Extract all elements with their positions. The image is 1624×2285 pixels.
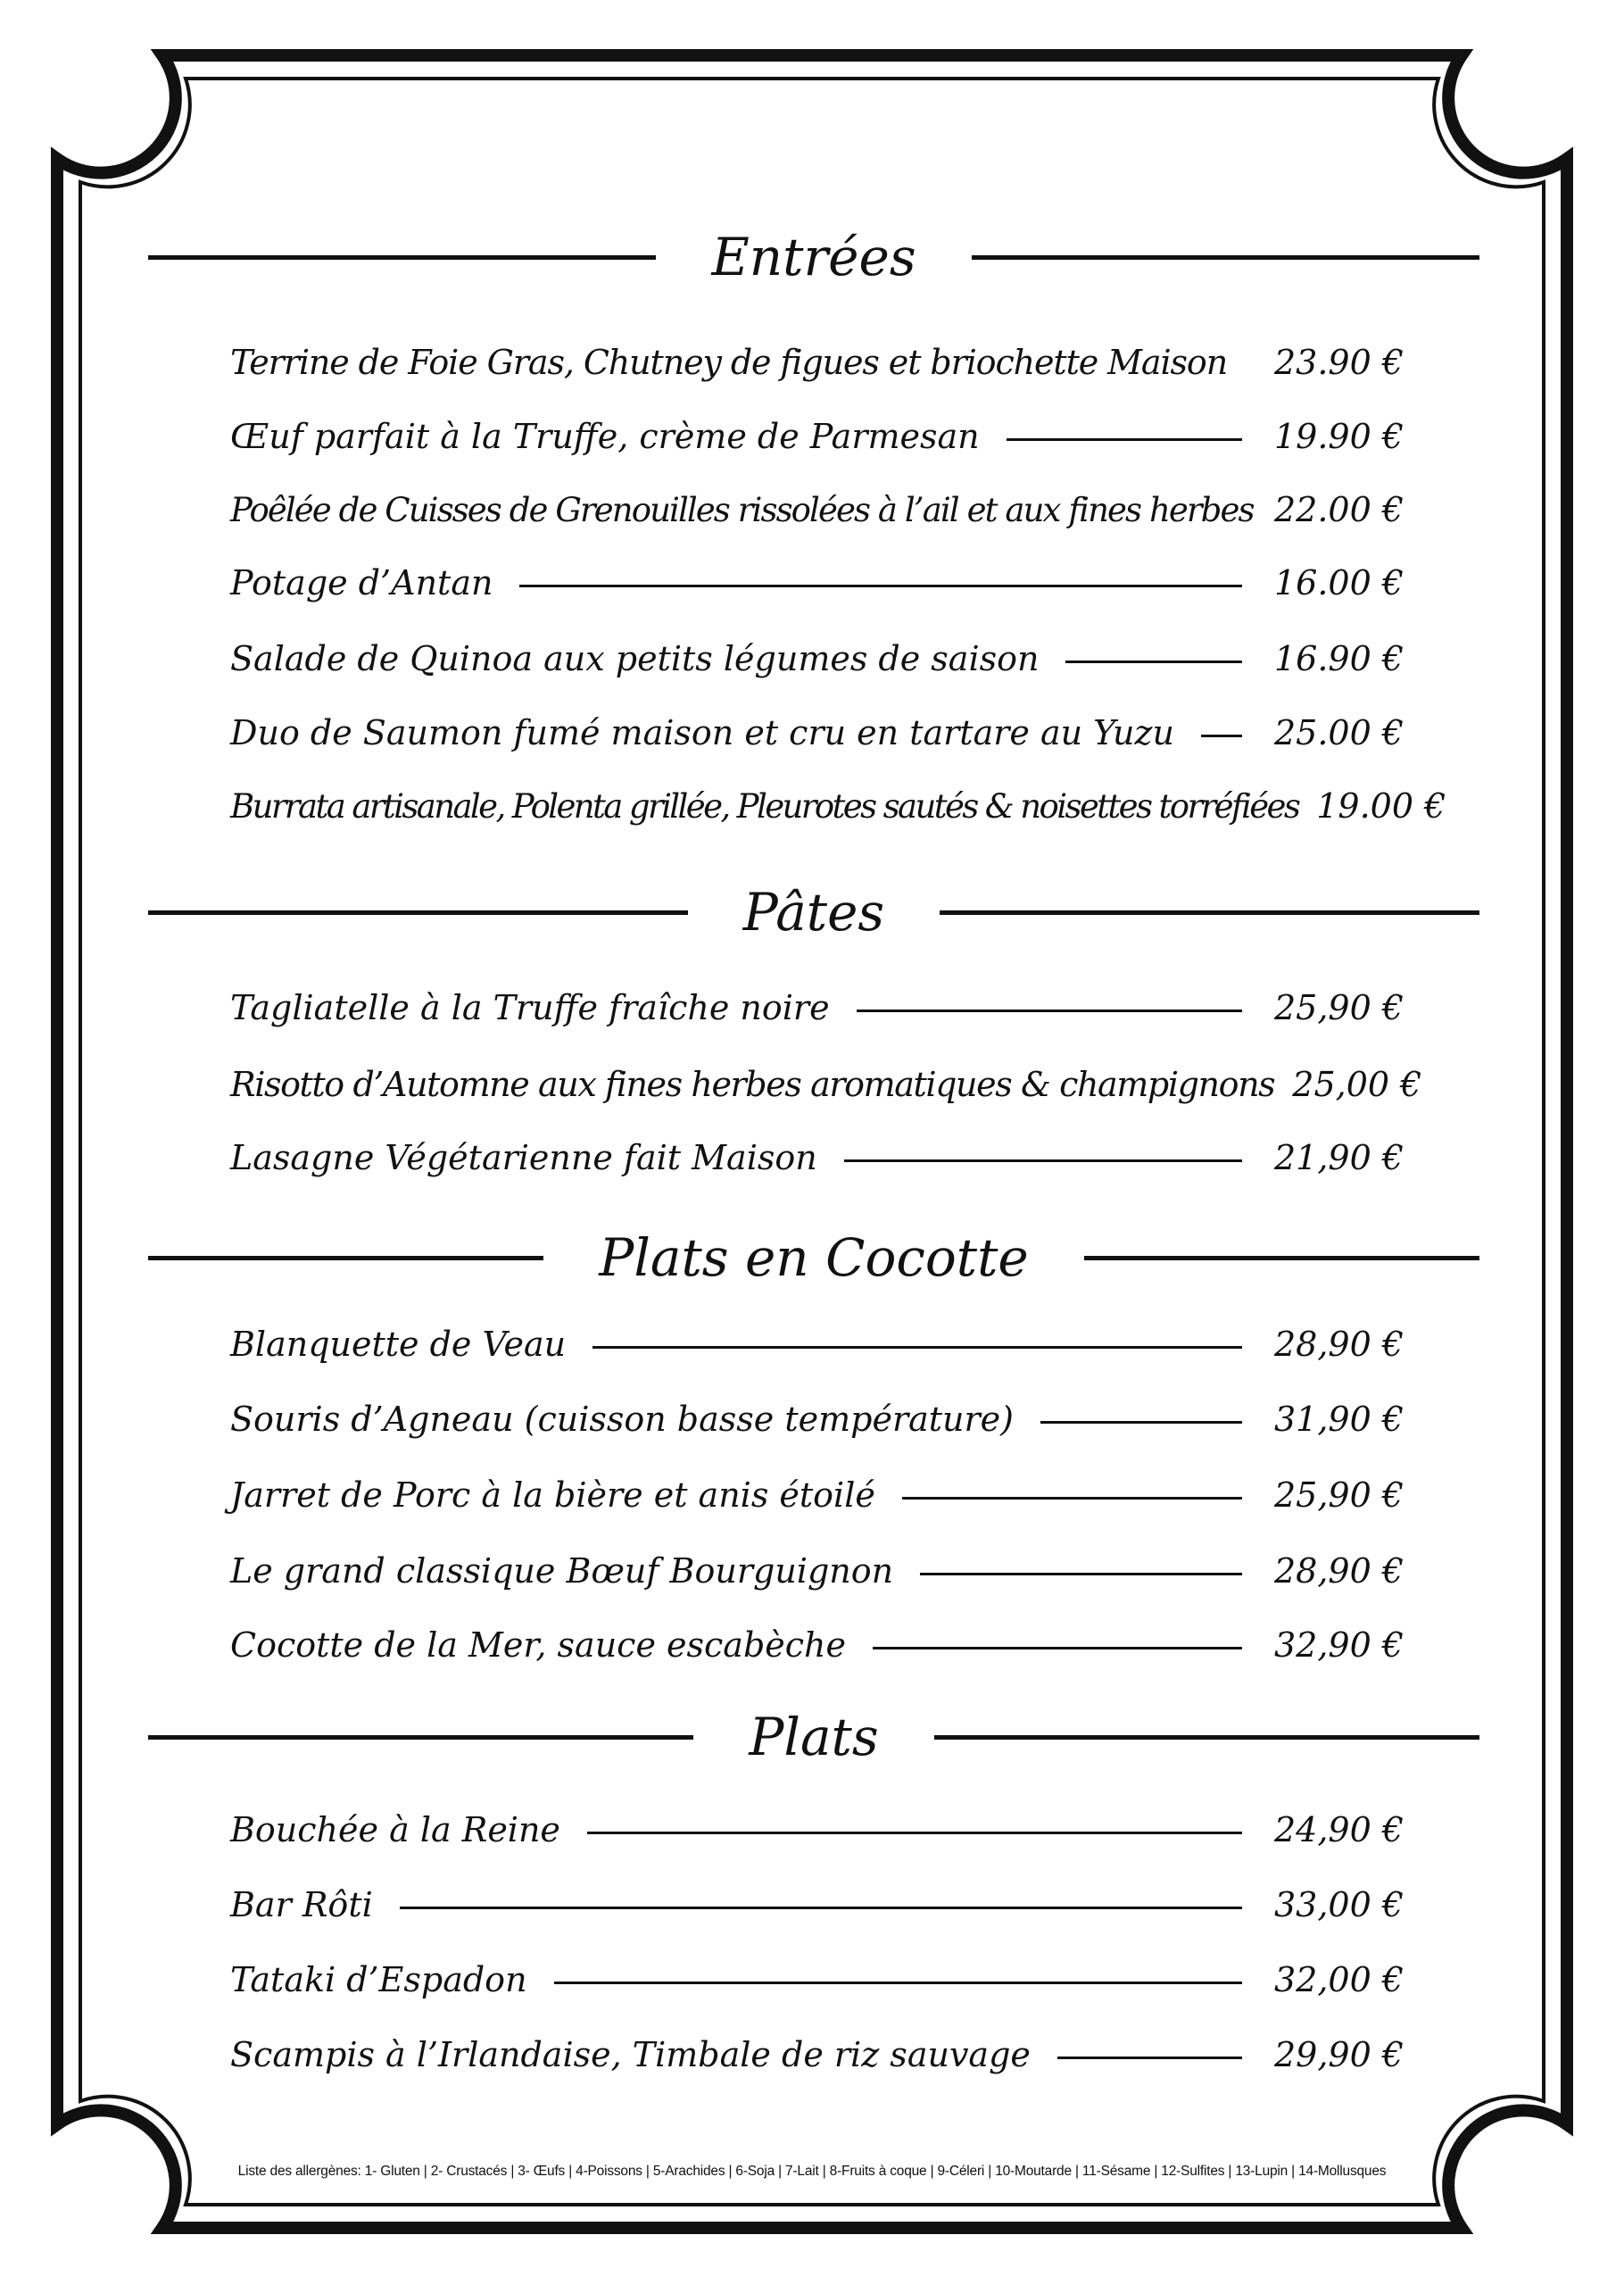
allergen-list: Liste des allergènes: 1- Gluten | 2- Crustacés | 3- Œufs | 4-Poissons | 5-Arachides | 6-Soja | 7-Lait | 8-Fruits à coque | 9-Céleri | 10-Moutarde | 11-Sésame | 12-Sulfites | 13-Lupin | 14-Mollusques [237, 2164, 1387, 2179]
dish-name: Blanquette de Veau [230, 1325, 567, 1364]
header-rule-left [148, 255, 656, 260]
dish-price: 24,90 € [1274, 1810, 1404, 1849]
section-title: Entrées [711, 227, 916, 287]
header-rule-right [940, 910, 1479, 915]
leader-line [1065, 661, 1242, 663]
section-header-plats-en-cocotte [148, 1222, 1479, 1293]
dish-price: 32,00 € [1274, 1960, 1404, 1999]
leader-line [1040, 1421, 1242, 1424]
menu-item [230, 627, 1404, 690]
menu-item [230, 702, 1404, 764]
leader-line [873, 1647, 1242, 1649]
menu-item [230, 1388, 1404, 1450]
dish-price: 31,90 € [1274, 1400, 1404, 1439]
dish-price: 25.00 € [1274, 713, 1404, 752]
dish-name: Jarret de Porc à la bière et anis étoilé [230, 1475, 875, 1515]
dish-name: Terrine de Foie Gras, Chutney de figues et briochette Maison [230, 343, 1228, 382]
menu-item [230, 552, 1404, 614]
menu-item [230, 976, 1404, 1039]
dish-price: 16.90 € [1274, 639, 1404, 678]
dish-price: 16.00 € [1274, 563, 1404, 602]
dish-name: Bar Rôti [230, 1885, 373, 1924]
menu-item [230, 2023, 1404, 2086]
dish-price: 21,90 € [1274, 1138, 1404, 1177]
dish-price: 29,90 € [1274, 2035, 1404, 2074]
menu-item [230, 331, 1404, 394]
dish-name: Lasagne Végétarienne fait Maison [230, 1138, 817, 1177]
dish-price: 33,00 € [1274, 1885, 1404, 1924]
dish-name: Risotto d’Automne aux fines herbes aromatiques & champignons [230, 1065, 1275, 1104]
dish-name: Œuf parfait à la Truffe, crème de Parmesan [230, 417, 980, 456]
leader-line [587, 1832, 1242, 1834]
section-title: Pâtes [742, 882, 885, 943]
leader-line [844, 1159, 1242, 1162]
dish-name: Potage d’Antan [230, 563, 493, 602]
section-title: Plats en Cocotte [599, 1227, 1029, 1288]
menu-item [230, 405, 1404, 468]
dish-name: Poêlée de Cuisses de Grenouilles rissolées à l’ail et aux fines herbes [230, 490, 1254, 529]
section-header-pates [148, 877, 1479, 948]
leader-line [400, 1907, 1242, 1909]
dish-name: Scampis à l’Irlandaise, Timbale de riz sauvage [230, 2035, 1031, 2074]
leader-line [519, 585, 1242, 587]
leader-line [1201, 735, 1242, 737]
menu-item [230, 1540, 1404, 1602]
header-rule-left [148, 1735, 693, 1740]
header-rule-right [934, 1735, 1479, 1740]
leader-line [1007, 438, 1242, 441]
header-rule-left [148, 1256, 543, 1260]
header-rule-right [972, 255, 1479, 260]
section-header-plats [148, 1701, 1479, 1773]
menu-item [230, 1948, 1404, 2011]
menu-item [230, 775, 1446, 837]
dish-name: Salade de Quinoa aux petits légumes de saison [230, 639, 1040, 678]
dish-price: 19.00 € [1316, 786, 1446, 826]
leader-line [902, 1497, 1242, 1500]
dish-price: 32,90 € [1274, 1625, 1404, 1665]
menu-item [230, 1874, 1404, 1936]
dish-name: Burrata artisanale, Polenta grillée, Pleurotes sautés & noisettes torréfiées [230, 786, 1299, 826]
leader-line [1057, 2056, 1242, 2059]
dish-price: 28,90 € [1274, 1325, 1404, 1364]
section-title: Plats [749, 1707, 879, 1767]
header-rule-left [148, 910, 688, 915]
dish-price: 25,90 € [1274, 988, 1404, 1027]
dish-price: 22.00 € [1274, 490, 1404, 529]
dish-price: 25,00 € [1292, 1065, 1422, 1104]
dish-price: 23.90 € [1274, 343, 1404, 382]
section-header-entrees [148, 221, 1479, 293]
menu-item [230, 478, 1404, 541]
dish-name: Cocotte de la Mer, sauce escabèche [230, 1625, 847, 1665]
leader-line [857, 1010, 1242, 1012]
menu-item [230, 1053, 1422, 1116]
menu-item [230, 1799, 1404, 1861]
header-rule-right [1084, 1256, 1479, 1260]
dish-name: Tataki d’Espadon [230, 1960, 527, 1999]
menu-item [230, 1313, 1404, 1375]
menu-item [230, 1126, 1404, 1189]
dish-name: Le grand classique Bœuf Bourguignon [230, 1551, 894, 1591]
menu-item [230, 1464, 1404, 1526]
dish-name: Souris d’Agneau (cuisson basse température) [230, 1400, 1014, 1439]
leader-line [592, 1346, 1242, 1349]
leader-line [920, 1573, 1242, 1575]
menu-item [230, 1614, 1404, 1676]
dish-price: 19.90 € [1274, 417, 1404, 456]
dish-name: Duo de Saumon fumé maison et cru en tartare au Yuzu [230, 713, 1174, 752]
dish-name: Tagliatelle à la Truffe fraîche noire [230, 988, 830, 1027]
dish-name: Bouchée à la Reine [230, 1810, 560, 1849]
dish-price: 28,90 € [1274, 1551, 1404, 1591]
leader-line [554, 1982, 1242, 1984]
dish-price: 25,90 € [1274, 1475, 1404, 1515]
